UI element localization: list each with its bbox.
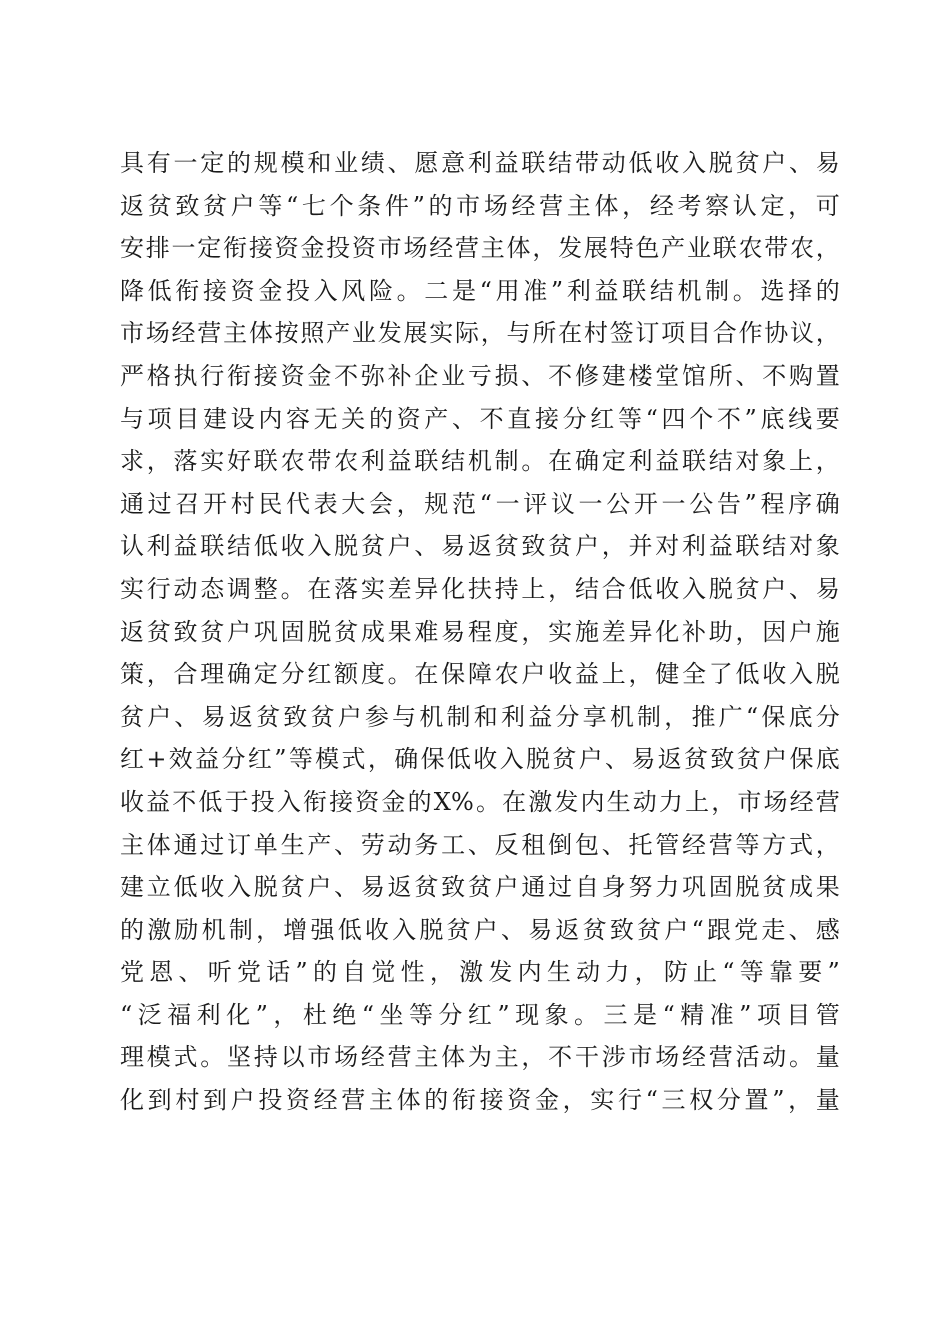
text-line: 降低衔接资金投入风险。二是“用准”利益联结机制。选择的 — [120, 276, 840, 305]
text-line: 市场经营主体按照产业发展实际，与所在村签订项目合作协议， — [120, 319, 840, 348]
text-line: 策，合理确定分红额度。在保障农户收益上，健全了低收入脱 — [120, 660, 840, 689]
text-line: 通过召开村民代表大会，规范“一评议一公开一公告”程序确 — [120, 489, 840, 518]
text-line: 求，落实好联农带农利益联结机制。在确定利益联结对象上， — [120, 447, 840, 476]
text-line: 具有一定的规模和业绩、愿意利益联结带动低收入脱贫户、易 — [120, 149, 840, 177]
text-line: 理模式。坚持以市场经营主体为主，不干涉市场经营活动。量 — [120, 1043, 840, 1072]
text-line: 党恩、听党话”的自觉性，激发内生动力，防止“等靠要” — [120, 958, 840, 987]
body-paragraph — [120, 142, 840, 1122]
text-line: 认利益联结低收入脱贫户、易返贫致贫户，并对利益联结对象 — [120, 532, 840, 561]
text-line: 返贫致贫户等“七个条件”的市场经营主体，经考察认定，可 — [120, 191, 840, 220]
text-line: 与项目建设内容无关的资产、不直接分红等“四个不”底线要 — [120, 404, 840, 433]
text-line: 红+效益分红”等模式，确保低收入脱贫户、易返贫致贫户保底 — [120, 745, 840, 774]
text-line: 的激励机制，增强低收入脱贫户、易返贫致贫户“跟党走、感 — [120, 915, 840, 944]
text-line: 主体通过订单生产、劳动务工、反租倒包、托管经营等方式， — [120, 830, 840, 859]
text-line: 实行动态调整。在落实差异化扶持上，结合低收入脱贫户、易 — [120, 574, 840, 603]
text-line: “泛福利化”，杜绝“坐等分红”现象。三是“精准”项目管 — [120, 1000, 840, 1029]
text-line: 贫户、易返贫致贫户参与机制和利益分享机制，推广“保底分 — [120, 702, 840, 731]
text-line: 收益不低于投入衔接资金的X%。在激发内生动力上，市场经营 — [120, 787, 840, 816]
text-line: 建立低收入脱贫户、易返贫致贫户通过自身努力巩固脱贫成果 — [120, 873, 840, 902]
text-line: 严格执行衔接资金不弥补企业亏损、不修建楼堂馆所、不购置 — [120, 361, 840, 390]
text-line: 安排一定衔接资金投资市场经营主体，发展特色产业联农带农， — [120, 234, 840, 263]
text-line: 化到村到户投资经营主体的衔接资金，实行“三权分置”，量 — [120, 1086, 840, 1115]
text-line: 返贫致贫户巩固脱贫成果难易程度，实施差异化补助，因户施 — [120, 617, 840, 646]
